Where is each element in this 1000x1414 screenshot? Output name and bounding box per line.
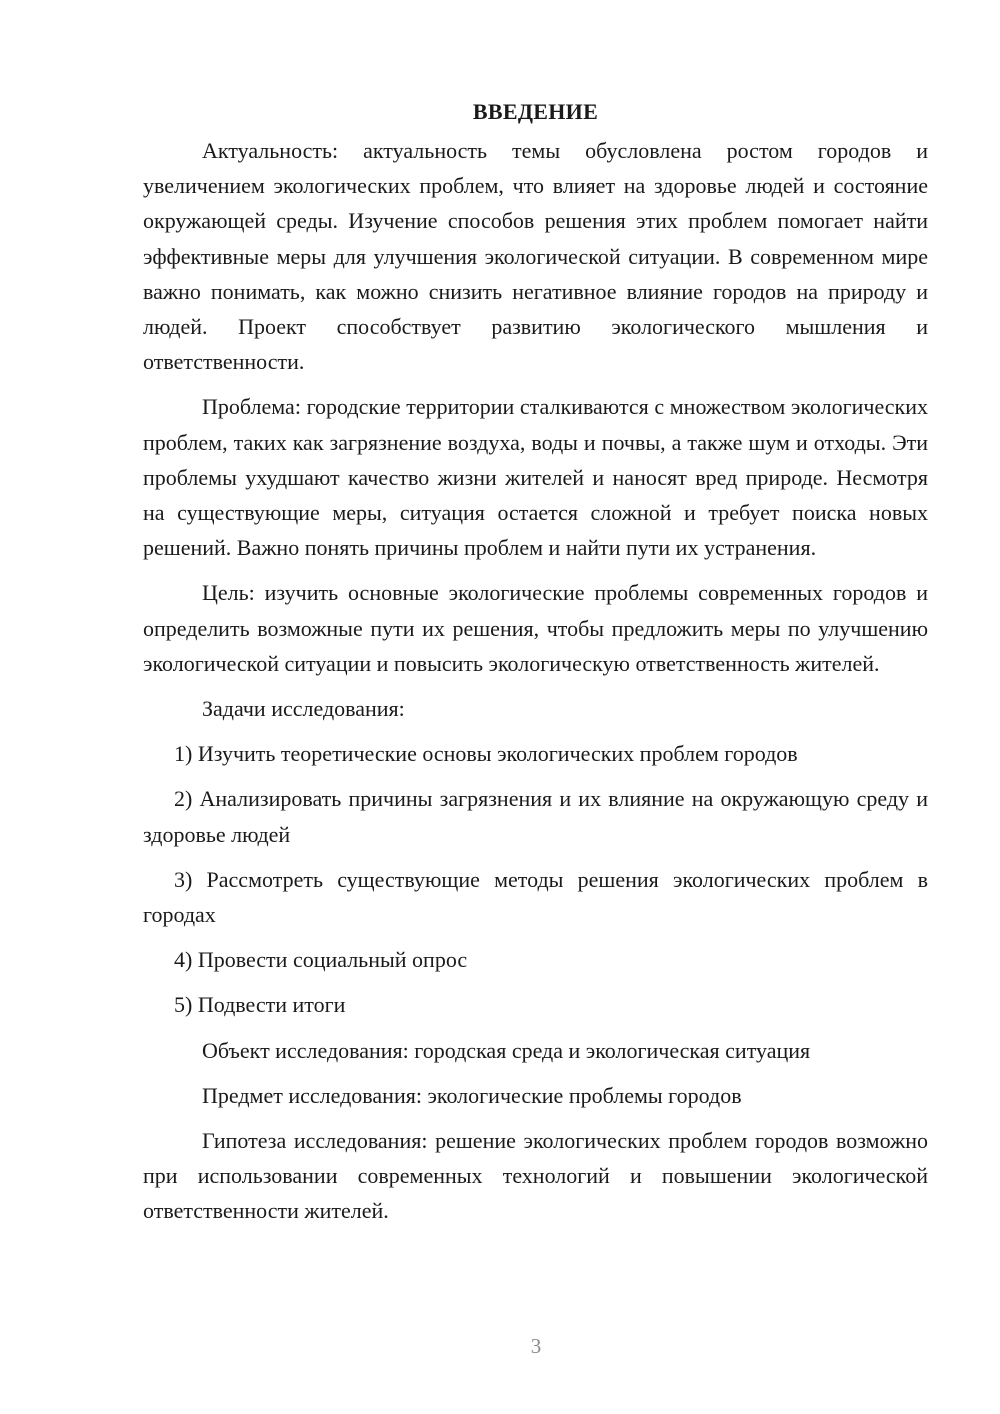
task-item-4: 4) Провести социальный опрос — [174, 947, 468, 973]
page-number: 3 — [530, 1334, 542, 1358]
goal-paragraph: Цель: изучить основные экологические проблемы современных городов и определить возможные пути их решения, чтобы предложить меры по улучшению экологической ситуации и повысить экологическую ответственность жителей. — [143, 580, 928, 676]
task-item-2: 2) Анализировать причины загрязнения и их влияние на окружающую среду и здоровье людей — [143, 786, 928, 847]
section-title: ВВЕДЕНИЕ — [472, 99, 599, 124]
research-object: Объект исследования: городская среда и экологическая ситуация — [202, 1037, 811, 1063]
hypothesis-paragraph: Гипотеза исследования: решение экологических проблем городов возможно при использовании современных технологий и повышении экологической ответственности жителей. — [143, 1128, 928, 1224]
research-subject: Предмет исследования: экологические проблемы городов — [202, 1082, 742, 1108]
relevance-paragraph: Актуальность: актуальность темы обусловлена ростом городов и увеличением экологических проблем, что влияет на здоровье людей и состояние окружающей среды. Изучение способов решения этих проблем помогает найти эффективные меры для улучшения экологической ситуации. В современном мире важно понимать, как можно снизить негативное влияние городов на природу и людей. Проект способствует развитию экологического мышления и ответственности. — [143, 138, 928, 375]
task-item-5: 5) Подвести итоги — [174, 992, 346, 1018]
task-item-3: 3) Рассмотреть существующие методы решения экологических проблем в городах — [143, 866, 928, 928]
document-body — [143, 94, 928, 1239]
task-item-1: 1) Изучить теоретические основы экологических проблем городов — [174, 741, 798, 767]
problem-paragraph: Проблема: городские территории сталкиваются с множеством экологических проблем, таких как загрязнение воздуха, воды и почвы, а также шум и отходы. Эти проблемы ухудшают качество жизни жителей и наносят вред природе. Несмотря на существующие меры, ситуация остается сложной и требует поиска новых решений. Важно понять причины проблем и найти пути их устранения. — [143, 394, 928, 561]
tasks-heading: Задачи исследования: — [202, 696, 405, 722]
